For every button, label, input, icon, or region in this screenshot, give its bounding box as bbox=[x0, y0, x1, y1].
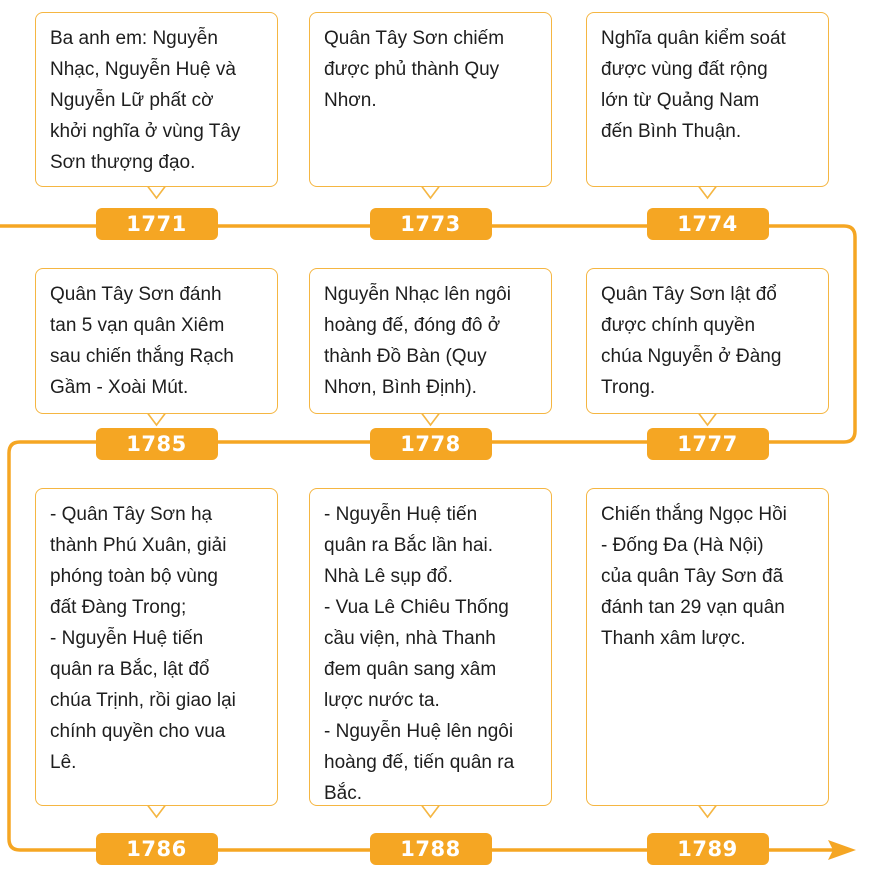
event-text-line: Nguyễn Nhạc lên ngôi bbox=[324, 284, 511, 305]
event-text-line: chúa Trịnh, rồi giao lại bbox=[50, 690, 236, 711]
event-text-line: đến Bình Thuận. bbox=[601, 121, 742, 142]
event-text-line: quân ra Bắc lần hai. bbox=[324, 535, 494, 556]
event-text-line: Nguyễn Lữ phất cờ bbox=[50, 90, 214, 111]
event-text-line: hoàng đế, tiến quân ra bbox=[324, 752, 515, 773]
event-text-line: Ba anh em: Nguyễn bbox=[50, 28, 218, 49]
event-text-line: hoàng đế, đóng đô ở bbox=[324, 315, 501, 336]
event-card-1788 bbox=[309, 488, 552, 806]
event-text-line: đất Đàng Trong; bbox=[50, 597, 187, 618]
event-card-1777 bbox=[586, 268, 829, 414]
event-text-line: khởi nghĩa ở vùng Tây bbox=[50, 121, 241, 142]
event-text-line: Quân Tây Sơn đánh bbox=[50, 284, 222, 305]
year-badge-1774: 1774 bbox=[647, 208, 769, 240]
event-card-pointer bbox=[148, 186, 166, 198]
year-badge-1786: 1786 bbox=[96, 833, 218, 865]
event-text-line: được chính quyền bbox=[601, 315, 756, 336]
year-badge-1771: 1771 bbox=[96, 208, 218, 240]
event-text-line: Thanh xâm lược. bbox=[601, 628, 746, 649]
event-text-line: Nhơn, Bình Định). bbox=[324, 377, 477, 398]
event-text-line: Trong. bbox=[601, 377, 656, 398]
event-card-1771 bbox=[35, 12, 278, 187]
event-text-line: thành Đồ Bàn (Quy bbox=[324, 346, 487, 367]
event-text-line: Nghĩa quân kiểm soát bbox=[601, 28, 786, 49]
event-card-pointer bbox=[699, 805, 717, 817]
event-text-line: đánh tan 29 vạn quân bbox=[601, 597, 785, 618]
event-card-pointer bbox=[148, 805, 166, 817]
event-text-line: lược nước ta. bbox=[324, 690, 440, 711]
event-card-1778 bbox=[309, 268, 552, 414]
event-text-line: Chiến thắng Ngọc Hồi bbox=[601, 504, 787, 525]
event-text-line: của quân Tây Sơn đã bbox=[601, 566, 784, 587]
event-card-pointer bbox=[699, 186, 717, 198]
event-text-line: Quân Tây Sơn lật đổ bbox=[601, 284, 777, 305]
event-text-line: phóng toàn bộ vùng bbox=[50, 566, 218, 587]
year-badge-1778: 1778 bbox=[370, 428, 492, 460]
event-text-line: - Quân Tây Sơn hạ bbox=[50, 504, 213, 525]
event-text-line: chính quyền cho vua bbox=[50, 721, 226, 742]
event-card-pointer bbox=[422, 413, 440, 425]
year-badge-1773: 1773 bbox=[370, 208, 492, 240]
event-text-line: chúa Nguyễn ở Đàng bbox=[601, 346, 782, 367]
event-card-1789 bbox=[586, 488, 829, 806]
event-text-line: quân ra Bắc, lật đổ bbox=[50, 659, 210, 680]
event-card-pointer bbox=[148, 413, 166, 425]
event-text-line: Gầm - Xoài Mút. bbox=[50, 377, 189, 398]
event-text-line: Nhạc, Nguyễn Huệ và bbox=[50, 59, 236, 80]
event-text-line: tan 5 vạn quân Xiêm bbox=[50, 315, 225, 336]
event-text-line: Quân Tây Sơn chiếm bbox=[324, 28, 505, 49]
event-text-line: cầu viện, nhà Thanh bbox=[324, 628, 496, 649]
event-text-line: - Nguyễn Huệ tiến bbox=[50, 628, 204, 649]
year-badge-1785: 1785 bbox=[96, 428, 218, 460]
event-text-line: Lê. bbox=[50, 752, 77, 773]
event-text-line: Bắc. bbox=[324, 783, 363, 804]
event-text-line: Nhà Lê sụp đổ. bbox=[324, 566, 453, 587]
event-text-line: đem quân sang xâm bbox=[324, 659, 497, 680]
year-badge-1777: 1777 bbox=[647, 428, 769, 460]
event-text-line: lớn từ Quảng Nam bbox=[601, 90, 760, 111]
event-text-line: - Đống Đa (Hà Nội) bbox=[601, 535, 764, 556]
event-card-1773 bbox=[309, 12, 552, 187]
event-text-line: được vùng đất rộng bbox=[601, 59, 768, 80]
event-text-line: thành Phú Xuân, giải bbox=[50, 535, 227, 556]
event-text-line: Sơn thượng đạo. bbox=[50, 152, 196, 173]
event-text-line: Nhơn. bbox=[324, 90, 377, 111]
event-card-1774 bbox=[586, 12, 829, 187]
event-card-1785 bbox=[35, 268, 278, 414]
event-text-line: sau chiến thắng Rạch bbox=[50, 346, 234, 367]
event-card-1786 bbox=[35, 488, 278, 806]
event-text-line: - Vua Lê Chiêu Thống bbox=[324, 597, 509, 618]
event-card-pointer bbox=[422, 186, 440, 198]
year-badge-1789: 1789 bbox=[647, 833, 769, 865]
event-text-line: được phủ thành Quy bbox=[324, 59, 500, 80]
event-card-pointer bbox=[699, 413, 717, 425]
event-text-line: - Nguyễn Huệ lên ngôi bbox=[324, 721, 514, 742]
event-text-line: - Nguyễn Huệ tiến bbox=[324, 504, 478, 525]
year-badge-1788: 1788 bbox=[370, 833, 492, 865]
